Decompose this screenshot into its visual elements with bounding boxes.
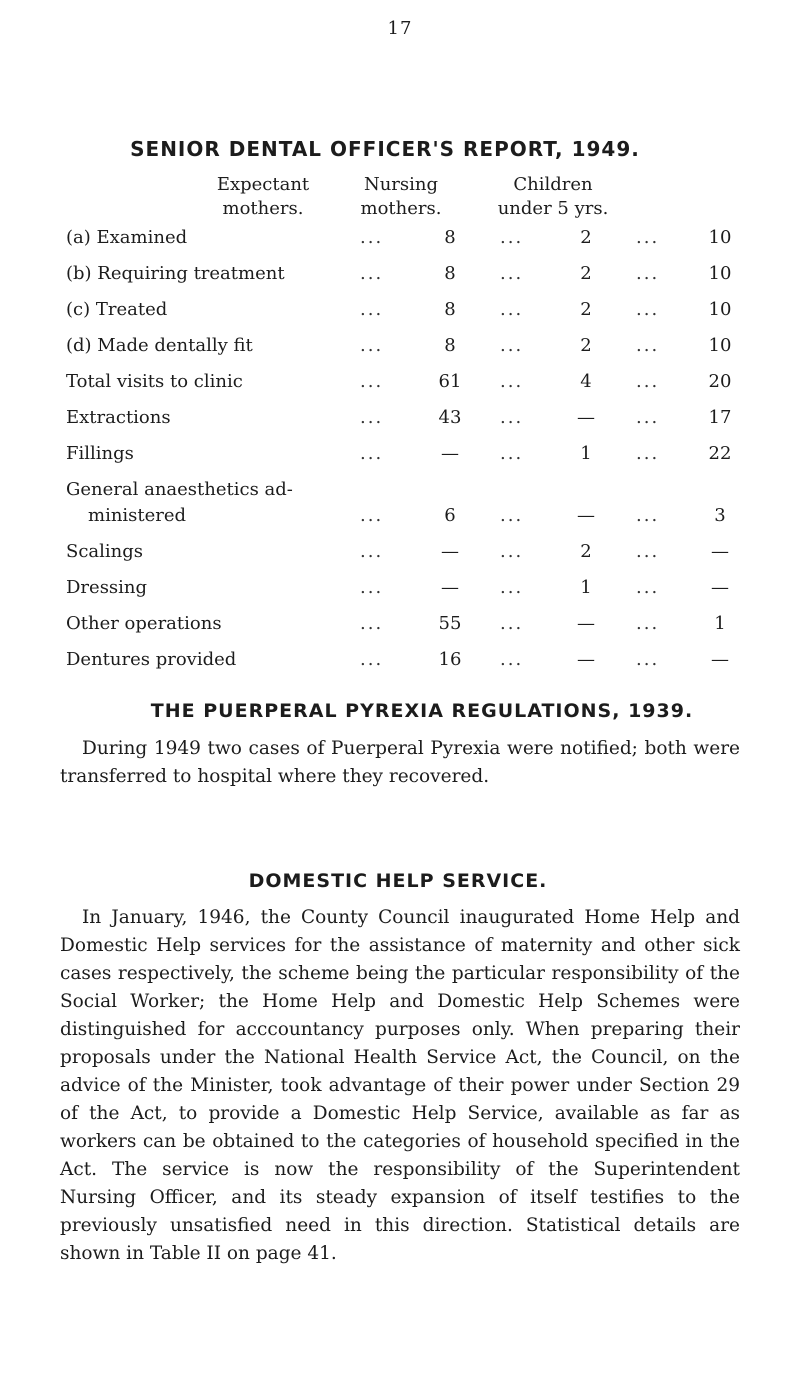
leader-dots-nursing: ...	[500, 299, 524, 320]
column-header-line: under 5 yrs.	[497, 198, 609, 219]
leader-dots-expectant: ...	[360, 263, 384, 284]
leader-dots-nursing: ...	[500, 443, 524, 464]
value-nursing: 4	[580, 371, 592, 392]
leader-dots-expectant: ...	[360, 613, 384, 634]
value-children: —	[711, 577, 729, 598]
column-header-line: mothers.	[222, 198, 304, 219]
page-number: 17	[387, 18, 413, 39]
value-nursing: 2	[580, 299, 592, 320]
value-nursing: 1	[580, 443, 592, 464]
value-expectant: 55	[438, 613, 462, 634]
column-header-line: Expectant	[216, 174, 310, 195]
row-label: (b) Requiring treatment	[66, 263, 285, 284]
value-nursing: 2	[580, 227, 592, 248]
column-header-line: mothers.	[360, 198, 442, 219]
leader-dots-nursing: ...	[500, 505, 524, 526]
leader-dots-nursing: ...	[500, 407, 524, 428]
leader-dots-nursing: ...	[500, 613, 524, 634]
leader-dots-children: ...	[636, 263, 660, 284]
column-header-line: Children	[513, 174, 593, 195]
leader-dots-expectant: ...	[360, 443, 384, 464]
leader-dots-expectant: ...	[360, 577, 384, 598]
value-expectant: 8	[444, 227, 456, 248]
leader-dots-expectant: ...	[360, 299, 384, 320]
leader-dots-children: ...	[636, 335, 660, 356]
leader-dots-children: ...	[636, 443, 660, 464]
row-label: Extractions	[66, 407, 171, 428]
leader-dots-expectant: ...	[360, 335, 384, 356]
value-children: 1	[714, 613, 726, 634]
value-expectant: 43	[438, 407, 462, 428]
column-header-line: Nursing	[363, 174, 439, 195]
value-expectant: —	[441, 443, 459, 464]
dental-report-heading: SENIOR DENTAL OFFICER'S REPORT, 1949.	[130, 137, 640, 161]
leader-dots-expectant: ...	[360, 371, 384, 392]
value-children: 20	[708, 371, 732, 392]
leader-dots-children: ...	[636, 227, 660, 248]
value-nursing: —	[577, 407, 595, 428]
leader-dots-children: ...	[636, 371, 660, 392]
row-label: (a) Examined	[66, 227, 188, 248]
domestic-help-paragraph: In January, 1946, the County Council inaugurated Home Help and Domestic Help services for the assistance of maternity and other sick cases respectively, the scheme being the particular responsibility of the Social Worker; the Home Help and Domestic Help Schemes were distinguished for acccountancy purposes only. When preparing their proposals under the National Health Service Act, the Council, on the advice of the Minister, took advantage of their power under Section 29 of the Act, to provide a Domestic Help Service, available as far as workers can be obtained to the categories of household specified in the Act. The service is now the responsibility of the Superintendent Nursing Officer, and its steady expansion of itself testifies to the previously unsatisfied need in this direction. Statistical details are shown in Table II on page 41.	[60, 907, 740, 1264]
value-children: 22	[708, 443, 732, 464]
value-nursing: 2	[580, 335, 592, 356]
leader-dots-nursing: ...	[500, 649, 524, 670]
leader-dots-nursing: ...	[500, 541, 524, 562]
row-label: Other operations	[66, 613, 222, 634]
column-header-children	[448, 173, 658, 221]
value-nursing: 2	[580, 263, 592, 284]
leader-dots-expectant: ...	[360, 505, 384, 526]
value-children: 10	[708, 227, 732, 248]
value-children: 10	[708, 299, 732, 320]
value-expectant: —	[441, 541, 459, 562]
value-children: 17	[708, 407, 732, 428]
puerperal-heading: THE PUERPERAL PYREXIA REGULATIONS, 1939.	[150, 700, 694, 722]
row-label: (c) Treated	[66, 299, 168, 320]
leader-dots-nursing: ...	[500, 263, 524, 284]
leader-dots-expectant: ...	[360, 649, 384, 670]
leader-dots-nursing: ...	[500, 227, 524, 248]
leader-dots-children: ...	[636, 649, 660, 670]
value-children: 10	[708, 263, 732, 284]
value-nursing: —	[577, 613, 595, 634]
value-expectant: —	[441, 577, 459, 598]
row-label: Fillings	[66, 443, 134, 464]
leader-dots-children: ...	[636, 541, 660, 562]
domestic-help-heading: DOMESTIC HELP SERVICE.	[248, 870, 548, 892]
value-nursing: —	[577, 649, 595, 670]
leader-dots-children: ...	[636, 407, 660, 428]
leader-dots-nursing: ...	[500, 577, 524, 598]
value-expectant: 61	[438, 371, 462, 392]
leader-dots-expectant: ...	[360, 227, 384, 248]
value-children: —	[711, 541, 729, 562]
leader-dots-children: ...	[636, 577, 660, 598]
leader-dots-nursing: ...	[500, 371, 524, 392]
leader-dots-children: ...	[636, 613, 660, 634]
value-expectant: 8	[444, 299, 456, 320]
leader-dots-children: ...	[636, 299, 660, 320]
value-children: 10	[708, 335, 732, 356]
value-nursing: 1	[580, 577, 592, 598]
value-expectant: 16	[438, 649, 462, 670]
value-expectant: 6	[444, 505, 456, 526]
row-label: Dentures provided	[66, 649, 237, 670]
puerperal-paragraph: During 1949 two cases of Puerperal Pyrexia were notified; both were transferred to hospital where they recovered.	[60, 738, 740, 787]
value-expectant: 8	[444, 263, 456, 284]
row-label: Total visits to clinic	[66, 371, 243, 392]
value-nursing: 2	[580, 541, 592, 562]
value-children: 3	[714, 505, 726, 526]
leader-dots-expectant: ...	[360, 541, 384, 562]
row-label: ministered	[88, 505, 187, 526]
table-row	[0, 479, 800, 507]
row-label: Dressing	[66, 577, 148, 598]
leader-dots-children: ...	[636, 505, 660, 526]
value-nursing: —	[577, 505, 595, 526]
value-children: —	[711, 649, 729, 670]
row-label: (d) Made dentally fit	[66, 335, 253, 356]
value-expectant: 8	[444, 335, 456, 356]
leader-dots-expectant: ...	[360, 407, 384, 428]
row-label: General anaesthetics ad-	[66, 479, 293, 500]
leader-dots-nursing: ...	[500, 335, 524, 356]
row-label: Scalings	[66, 541, 144, 562]
